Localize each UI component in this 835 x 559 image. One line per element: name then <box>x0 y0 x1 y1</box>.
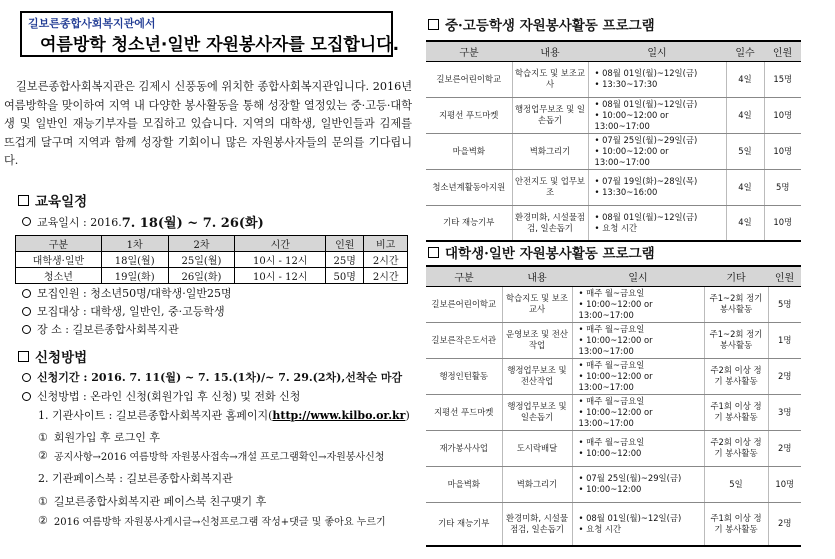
program-schedule <box>572 286 704 322</box>
program-name: 마을벽화 <box>426 133 512 169</box>
square-bullet-icon <box>428 247 439 258</box>
program-people: 1명 <box>768 322 801 358</box>
education-date: 교육일시 : 2016. 7. 18(월) ~ 7. 26(화) <box>22 212 264 231</box>
schedule-table <box>15 235 408 284</box>
table-row <box>426 466 801 502</box>
site-step-1: ① 회원가입 후 로그인 후 <box>38 430 160 444</box>
table-header: 구분 <box>426 266 502 286</box>
program-name: 길보른작은도서관 <box>426 322 502 358</box>
schedule-date: • 매주 월~금요일 <box>578 395 645 406</box>
schedule-list <box>575 437 702 459</box>
program-content: 환경미화, 시설물점검, 일손돕기 <box>512 205 588 241</box>
table-header: 기타 <box>704 266 768 286</box>
schedule-list <box>591 99 724 132</box>
schedule-date: • 07월 19일(화)~28일(목) <box>594 176 698 186</box>
schedule-time: • 요청 시간 <box>594 222 638 233</box>
schedule-list <box>575 396 702 429</box>
schedule-date: • 08월 01일(월)~12일(금) <box>578 512 682 523</box>
program-other: 주1~2회 정기 봉사활동 <box>704 286 768 322</box>
table-row <box>426 169 801 205</box>
schedule-time: • 10:00~12:00 or 13:00~17:00 <box>578 406 653 428</box>
circle-bullet-icon <box>22 373 31 382</box>
program-other: 주1회 이상 정기 봉사활동 <box>704 394 768 430</box>
program-other: 5일 <box>704 466 768 502</box>
schedule-date: • 매주 월~금요일 <box>578 323 645 334</box>
recruit-target: 모집대상 : 대학생, 일반인, 중·고등학생 <box>22 303 225 319</box>
schedule-list <box>591 212 724 234</box>
program-people: 10명 <box>764 133 801 169</box>
schedule-time: • 10:00~12:00 or 13:00~17:00 <box>578 298 653 320</box>
apply-method: 신청방법 : 온라인 신청(회원가입 후 신청) 및 전화 신청 <box>22 388 300 404</box>
site-line: 1. 기관사이트 : 길보른종합사회복지관 홈페이지( http://www.kilbo.or.kr ) <box>38 408 410 422</box>
schedule-list <box>591 135 724 168</box>
place: 장 소 : 길보른종합사회복지관 <box>22 321 179 337</box>
program-people: 2명 <box>768 430 801 466</box>
table-header: 1차 <box>101 236 168 252</box>
schedule-list <box>575 360 702 393</box>
program-days: 4일 <box>726 169 764 205</box>
program-days: 4일 <box>726 97 764 133</box>
table-row: 청소년 19일(화) 26일(화) 10시 - 12시 50명 2시간 <box>16 268 408 284</box>
table-header: 구분 <box>426 41 512 61</box>
circled-one-icon: ① <box>38 430 48 444</box>
schedule-list <box>575 513 702 535</box>
schedule-time: • 13:30~17:30 <box>594 79 658 89</box>
program-people: 5명 <box>764 169 801 205</box>
program-schedule <box>572 466 704 502</box>
schedule-time: • 10:00~12:00 or 13:00~17:00 <box>594 109 669 131</box>
program-content: 안전지도 및 업무보조 <box>512 169 588 205</box>
square-bullet-icon <box>18 195 29 206</box>
schedule-date: • 08월 01일(월)~12일(금) <box>594 211 698 222</box>
schedule-list <box>591 176 724 198</box>
page-title: 여름방학 청소년·일반 자원봉사자를 모집합니다. <box>40 35 400 55</box>
program-people: 10명 <box>764 205 801 241</box>
program-people: 3명 <box>768 394 801 430</box>
program-content: 학습지도 및 보조교사 <box>512 61 588 97</box>
table-row <box>426 286 801 322</box>
schedule-list <box>591 68 724 90</box>
schedule-date: • 08월 01일(월)~12일(금) <box>594 98 698 109</box>
program-schedule <box>572 322 704 358</box>
table-row <box>426 61 801 97</box>
schedule-list <box>575 324 702 357</box>
table-row <box>426 430 801 466</box>
schedule-date: • 매주 월~금요일 <box>578 437 645 447</box>
program-name: 기타 재능기부 <box>426 205 512 241</box>
program-schedule <box>588 205 726 241</box>
program-content: 벽화그리기 <box>512 133 588 169</box>
program-schedule <box>572 358 704 394</box>
program-name: 마을벽화 <box>426 466 502 502</box>
table-row <box>426 205 801 241</box>
schedule-date: • 07월 25일(월)~29일(금) <box>594 134 698 145</box>
program-name: 길보른어린이학교 <box>426 286 502 322</box>
program-content: 도시락배달 <box>502 430 572 466</box>
schedule-time: • 10:00~12:00 <box>578 484 642 494</box>
schedule-list <box>575 473 702 495</box>
circle-bullet-icon <box>22 217 31 226</box>
table-header: 내용 <box>512 41 588 61</box>
schedule-time: • 10:00~12:00 or 13:00~17:00 <box>594 145 669 167</box>
program-other: 주1회 이상 정기 봉사활동 <box>704 502 768 546</box>
program-name: 행정인턴활동 <box>426 358 502 394</box>
program-content: 벽화그리기 <box>502 466 572 502</box>
hs-program-heading: 중·고등학생 자원봉사활동 프로그램 <box>428 14 655 34</box>
program-content: 운영보조 및 전산작업 <box>502 322 572 358</box>
table-row: 대학생·일반 18일(월) 25일(월) 10시 - 12시 25명 2시간 <box>16 252 408 268</box>
education-heading: 교육일정 <box>18 190 87 210</box>
table-row <box>426 322 801 358</box>
schedule-time: • 10:00~12:00 or 13:00~17:00 <box>578 334 653 356</box>
program-name: 기타 재능기부 <box>426 502 502 546</box>
table-row <box>426 133 801 169</box>
table-row <box>426 358 801 394</box>
program-other: 주1~2회 정기 봉사활동 <box>704 322 768 358</box>
fb-step-2: ② 2016 여름방학 자원봉사게시글→신청프로그램 작성+댓글 및 좋아요 누르기 <box>38 514 386 528</box>
org-name: 길보른종합사회복지관에서 <box>28 17 156 30</box>
circled-two-icon: ② <box>38 449 48 462</box>
table-header: 인원 <box>768 266 801 286</box>
facebook-line: 2. 기관페이스북 : 길보른종합사회복지관 <box>38 472 233 485</box>
program-name: 청소년계활동아지원 <box>426 169 512 205</box>
program-schedule <box>588 61 726 97</box>
circle-bullet-icon <box>22 392 31 401</box>
uni-program-heading: 대학생·일반 자원봉사활동 프로그램 <box>428 242 655 262</box>
table-header: 일시 <box>572 266 704 286</box>
program-content: 행정업무보조 및 전산작업 <box>502 358 572 394</box>
program-days: 4일 <box>726 205 764 241</box>
program-schedule <box>588 169 726 205</box>
uni-program-table <box>426 265 801 547</box>
program-name: 지평선 푸드마켓 <box>426 97 512 133</box>
circle-bullet-icon <box>22 289 31 298</box>
schedule-time: • 요청 시간 <box>578 523 622 534</box>
program-days: 4일 <box>726 61 764 97</box>
hs-program-table <box>426 40 801 242</box>
schedule-time: • 10:00~12:00 <box>578 448 642 458</box>
program-name: 길보른어린이학교 <box>426 61 512 97</box>
program-people: 2명 <box>768 358 801 394</box>
schedule-time: • 13:30~16:00 <box>594 187 658 197</box>
program-content: 학습지도 및 보조교사 <box>502 286 572 322</box>
circle-bullet-icon <box>22 325 31 334</box>
program-name: 재가봉사사업 <box>426 430 502 466</box>
table-row <box>426 394 801 430</box>
square-bullet-icon <box>428 19 439 30</box>
program-name: 지평선 푸드마켓 <box>426 394 502 430</box>
table-header: 인원 <box>326 236 364 252</box>
schedule-date: • 매주 월~금요일 <box>578 359 645 370</box>
program-schedule <box>588 133 726 169</box>
schedule-date: • 매주 월~금요일 <box>578 287 645 298</box>
table-header: 일시 <box>588 41 726 61</box>
site-step-2: ② 공지사항→2016 여름방학 자원봉사접속→개설 프로그램확인→자원봉사신청 <box>38 449 385 463</box>
homepage-link[interactable]: http://www.kilbo.or.kr <box>272 408 406 422</box>
program-schedule <box>572 430 704 466</box>
program-other: 주2회 이상 정기 봉사활동 <box>704 358 768 394</box>
circled-one-icon: ① <box>38 494 48 508</box>
program-people: 2명 <box>768 502 801 546</box>
program-people: 5명 <box>768 286 801 322</box>
square-bullet-icon <box>18 351 29 362</box>
table-header: 비고 <box>364 236 408 252</box>
program-schedule <box>588 97 726 133</box>
circle-bullet-icon <box>22 307 31 316</box>
program-people: 10명 <box>768 466 801 502</box>
schedule-time: • 10:00~12:00 or 13:00~17:00 <box>578 370 653 392</box>
program-content: 행정업무보조 및 일손돕기 <box>512 97 588 133</box>
table-header: 내용 <box>502 266 572 286</box>
schedule-list <box>575 288 702 321</box>
table-header: 시간 <box>235 236 326 252</box>
table-header: 일수 <box>726 41 764 61</box>
program-people: 15명 <box>764 61 801 97</box>
table-row <box>426 97 801 133</box>
circled-two-icon: ② <box>38 514 48 527</box>
recruit-count: 모집인원 : 청소년50명/대학생·일반25명 <box>22 285 232 301</box>
apply-heading: 신청방법 <box>18 346 87 366</box>
table-header: 2차 <box>168 236 235 252</box>
table-row <box>426 502 801 546</box>
program-content: 행정업무보조 및 일손돕기 <box>502 394 572 430</box>
schedule-date: • 07월 25일(월)~29일(금) <box>578 473 682 483</box>
program-days: 5일 <box>726 133 764 169</box>
program-content: 환경미화, 시설물점검, 일손돕기 <box>502 502 572 546</box>
table-header: 인원 <box>764 41 801 61</box>
apply-period: 신청기간 : 2016. 7. 11(월) ~ 7. 15.(1차)/~ 7. 29.(2차),선착순 마감 <box>22 369 402 385</box>
intro-paragraph: 길보른종합사회복지관은 김제시 신풍동에 위치한 종합사회복지관입니다. 2016년 여름방학을 맞이하여 지역 내 다양한 봉사활동을 통해 성장할 열정있는 중·고등·대학생 및 일반인 재능기부자를 모집하고 있습니다. 지역의 대학생, 일반인들과 김제를 뜨겁게 달구며 지역과 함께 성장할 기회이니 많은 자원봉사자들의 문의를 기다립니다. <box>4 80 412 168</box>
table-header: 구분 <box>16 236 102 252</box>
program-schedule <box>572 502 704 546</box>
schedule-date: • 08월 01일(월)~12일(금) <box>594 68 698 78</box>
program-schedule <box>572 394 704 430</box>
program-people: 10명 <box>764 97 801 133</box>
fb-step-1: ① 길보른종합사회복지관 페이스북 친구맺기 후 <box>38 494 267 508</box>
program-other: 주2회 이상 정기 봉사활동 <box>704 430 768 466</box>
